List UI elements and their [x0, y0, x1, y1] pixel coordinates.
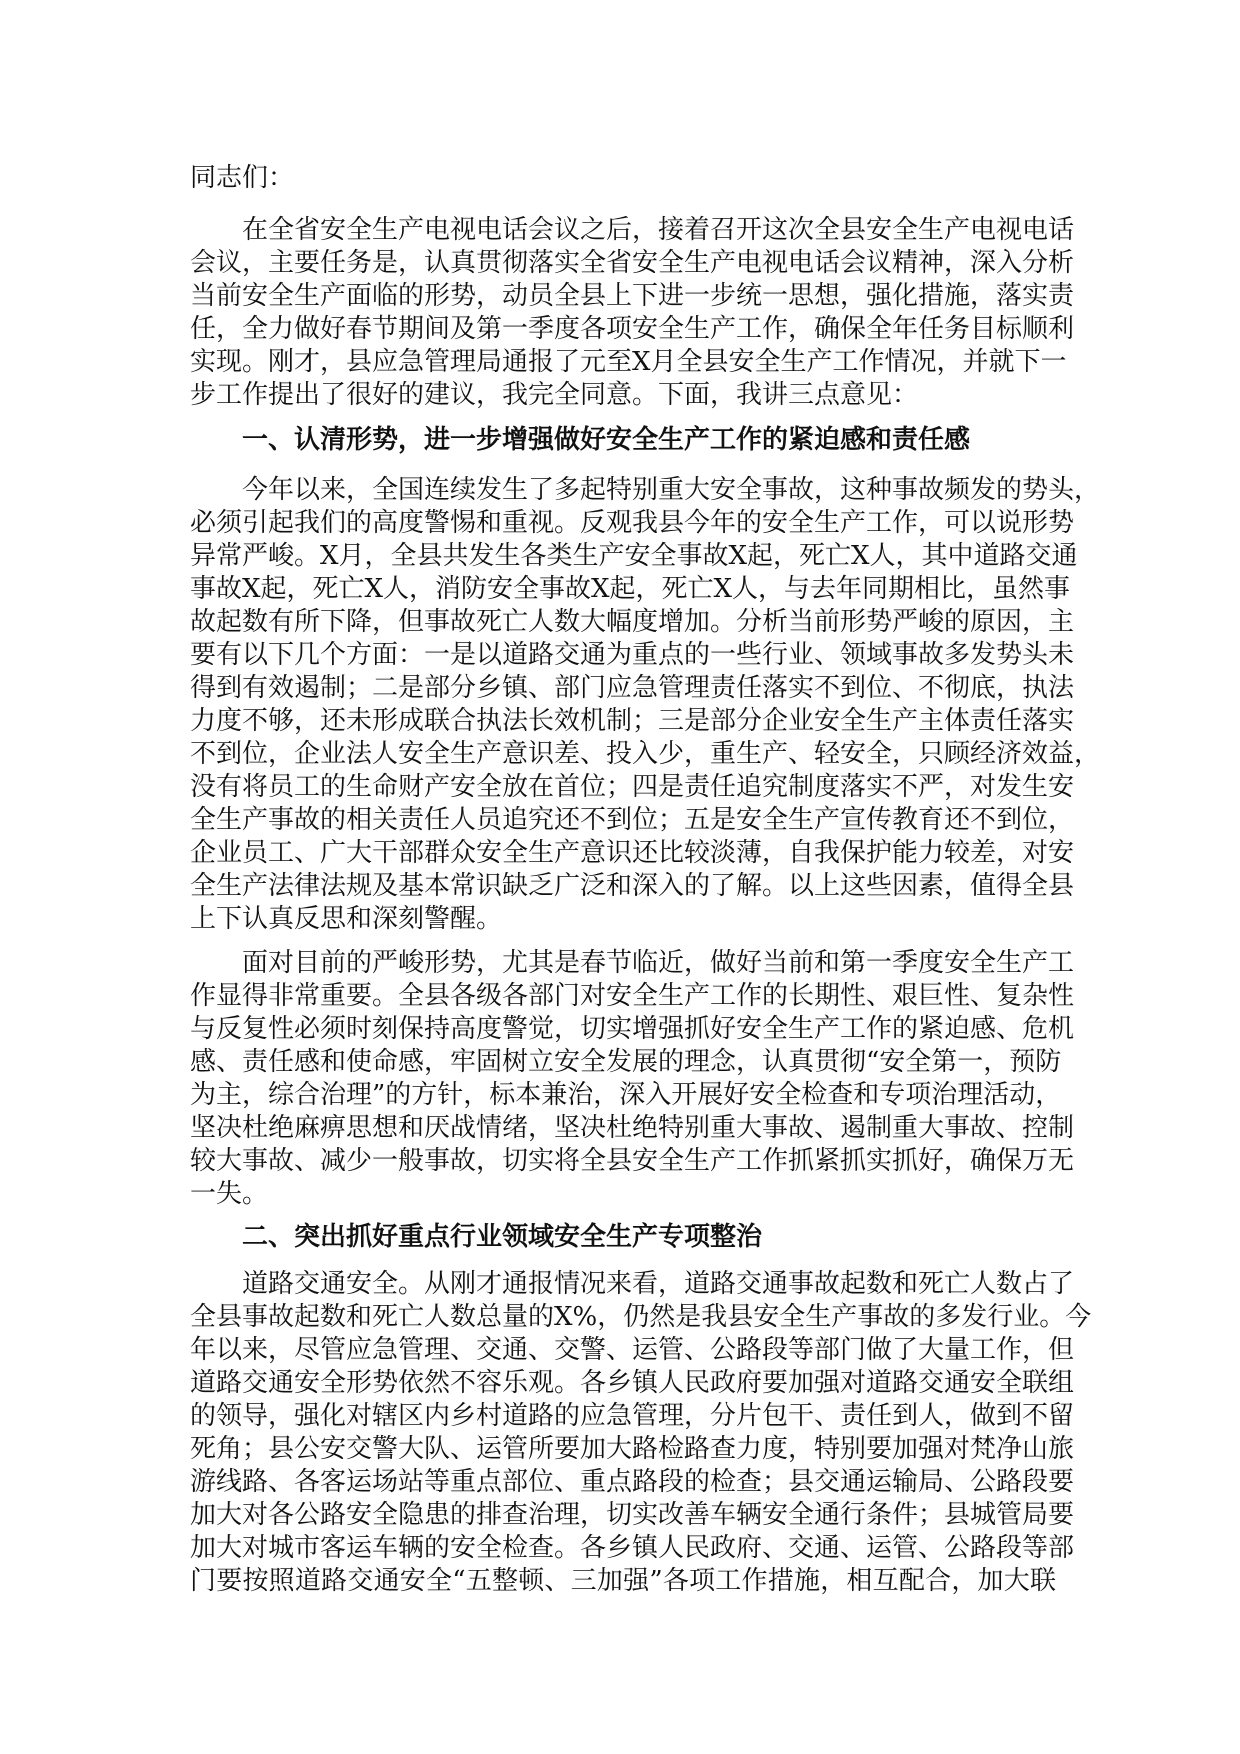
paragraph-line: 游线路、各客运场站等重点部位、重点路段的检查；县交通运输局、公路段要 — [190, 1467, 1075, 1497]
paragraph-line: 的领导，强化对辖区内乡村道路的应急管理，分片包干、责任到人，做到不留 — [190, 1401, 1075, 1431]
paragraph-line: 实现。刚才，县应急管理局通报了元至X月全县安全生产工作情况，并就下一 — [190, 347, 1067, 377]
paragraph-line: 全生产事故的相关责任人员追究还不到位；五是安全生产宣传教育还不到位， — [190, 805, 1075, 835]
section-heading-2: 二、突出抓好重点行业领域安全生产专项整治 — [242, 1222, 763, 1252]
paragraph-line: 死角；县公安交警大队、运管所要加大路检路查力度，特别要加强对梵净山旅 — [190, 1434, 1075, 1464]
paragraph-line: 作显得非常重要。全县各级各部门对安全生产工作的长期性、艰巨性、复杂性 — [190, 981, 1075, 1011]
paragraph-line: 门要按照道路交通安全“五整顿、三加强”各项工作措施，相互配合，加大联 — [190, 1566, 1056, 1596]
paragraph-line: 必须引起我们的高度警惕和重视。反观我县今年的安全生产工作，可以说形势 — [190, 508, 1075, 538]
paragraph-line: 当前安全生产面临的形势，动员全县上下进一步统一思想，强化措施，落实责 — [190, 281, 1075, 311]
paragraph-line: 事故X起，死亡X人，消防安全事故X起，死亡X人，与去年同期相比，虽然事 — [190, 574, 1071, 604]
paragraph-line: 全县事故起数和死亡人数总量的X%，仍然是我县安全生产事故的多发行业。今 — [190, 1302, 1092, 1332]
paragraph-line: 异常严峻。X月，全县共发生各类生产安全事故X起，死亡X人，其中道路交通 — [190, 541, 1078, 571]
paragraph-line: 在全省安全生产电视电话会议之后，接着召开这次全县安全生产电视电话 — [242, 215, 1075, 245]
greeting: 同志们： — [190, 163, 295, 193]
paragraph-line: 故起数有所下降，但事故死亡人数大幅度增加。分析当前形势严峻的原因，主 — [190, 607, 1075, 637]
paragraph-line: 较大事故、减少一般事故，切实将全县安全生产工作抓紧抓实抓好，确保万无 — [190, 1146, 1075, 1176]
paragraph-line: 加大对各公路安全隐患的排查治理，切实改善车辆安全通行条件；县城管局要 — [190, 1500, 1075, 1530]
paragraph-line: 企业员工、广大干部群众安全生产意识还比较淡薄，自我保护能力较差，对安 — [190, 838, 1075, 868]
paragraph-line: 会议，主要任务是，认真贯彻落实全省安全生产电视电话会议精神，深入分析 — [190, 248, 1075, 278]
paragraph-line: 为主，综合治理”的方针，标本兼治，深入开展好安全检查和专项治理活动， — [190, 1080, 1062, 1110]
paragraph-line: 步工作提出了很好的建议，我完全同意。下面，我讲三点意见： — [190, 380, 919, 410]
paragraph-line: 道路交通安全。从刚才通报情况来看，道路交通事故起数和死亡人数占了 — [242, 1269, 1075, 1299]
paragraph-road-traffic — [190, 1268, 1092, 1598]
paragraph-line: 任，全力做好春节期间及第一季度各项安全生产工作，确保全年任务目标顺利 — [190, 314, 1075, 344]
paragraph-line: 力度不够，还未形成联合执法长效机制；三是部分企业安全生产主体责任落实 — [190, 706, 1075, 736]
paragraph-intro — [190, 214, 1075, 412]
paragraph-line: 感、责任感和使命感，牢固树立安全发展的理念，认真贯彻“安全第一，预防 — [190, 1047, 1062, 1077]
paragraph-line: 道路交通安全形势依然不容乐观。各乡镇人民政府要加强对道路交通安全联组 — [190, 1368, 1075, 1398]
paragraph-line: 一失。 — [190, 1179, 269, 1209]
paragraph-line: 得到有效遏制；二是部分乡镇、部门应急管理责任落实不到位、不彻底，执法 — [190, 673, 1075, 703]
paragraph-line: 全生产法律法规及基本常识缺乏广泛和深入的了解。以上这些因素，值得全县 — [190, 871, 1075, 901]
paragraph-situation — [190, 474, 1101, 936]
paragraph-line: 上下认真反思和深刻警醒。 — [190, 904, 503, 934]
paragraph-line: 今年以来，全国连续发生了多起特别重大安全事故，这种事故频发的势头， — [242, 475, 1101, 505]
paragraph-line: 坚决杜绝麻痹思想和厌战情绪，坚决杜绝特别重大事故、遏制重大事故、控制 — [190, 1113, 1075, 1143]
paragraph-urgency — [190, 947, 1075, 1211]
paragraph-line: 与反复性必须时刻保持高度警觉，切实增强抓好安全生产工作的紧迫感、危机 — [190, 1014, 1075, 1044]
paragraph-line: 面对目前的严峻形势，尤其是春节临近，做好当前和第一季度安全生产工 — [242, 948, 1075, 978]
paragraph-line: 要有以下几个方面：一是以道路交通为重点的一些行业、领域事故多发势头未 — [190, 640, 1075, 670]
paragraph-line: 没有将员工的生命财产安全放在首位；四是责任追究制度落实不严，对发生安 — [190, 772, 1075, 802]
paragraph-line: 年以来，尽管应急管理、交通、交警、运管、公路段等部门做了大量工作，但 — [190, 1335, 1075, 1365]
paragraph-line: 不到位，企业法人安全生产意识差、投入少，重生产、轻安全，只顾经济效益， — [190, 739, 1101, 769]
section-heading-1: 一、认清形势，进一步增强做好安全生产工作的紧迫感和责任感 — [242, 425, 971, 455]
paragraph-line: 加大对城市客运车辆的安全检查。各乡镇人民政府、交通、运管、公路段等部 — [190, 1533, 1075, 1563]
